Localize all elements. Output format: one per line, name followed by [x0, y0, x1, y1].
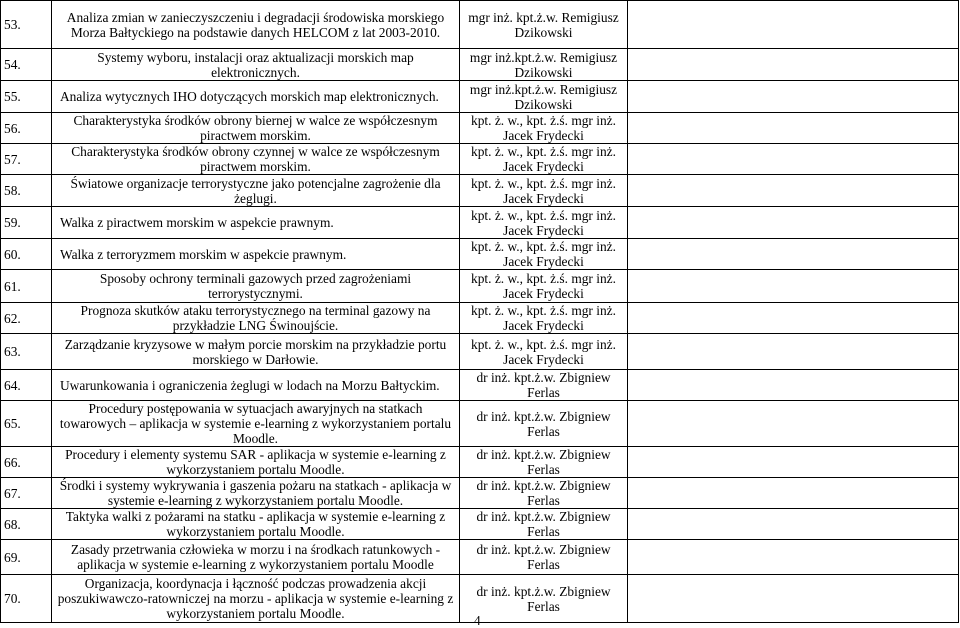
supervisor: mgr inż. kpt.ż.w. Remigiusz Dzikowski [460, 1, 628, 49]
empty-cell [628, 575, 959, 623]
thesis-title: Prognoza skutków ataku terrorystycznego na terminal gazowy na przykładzie LNG Świnoujście. [52, 303, 460, 334]
table-row [1, 270, 959, 303]
row-number: 57. [1, 144, 52, 175]
thesis-title: Systemy wyboru, instalacji oraz aktualizacji morskich map elektronicznych. [52, 49, 460, 81]
row-number: 69. [1, 540, 52, 575]
table-row [1, 478, 959, 509]
table-row [1, 239, 959, 270]
table-row [1, 540, 959, 575]
page-number: 4 [474, 613, 481, 628]
table-row [1, 447, 959, 478]
thesis-title: Charakterystyka środków obrony biernej w walce ze współczesnym piractwem morskim. [52, 113, 460, 144]
thesis-title: Taktyka walki z pożarami na statku - aplikacja w systemie e-learning z wykorzystaniem portalu Moodle. [52, 509, 460, 540]
supervisor: kpt. ż. w., kpt. ż.ś. mgr inż. Jacek Frydecki [460, 207, 628, 239]
row-number: 56. [1, 113, 52, 144]
supervisor: mgr inż.kpt.ż.w. Remigiusz Dzikowski [460, 49, 628, 81]
empty-cell [628, 447, 959, 478]
row-number: 53. [1, 1, 52, 49]
table-row [1, 370, 959, 401]
thesis-title: Sposoby ochrony terminali gazowych przed zagrożeniami terrorystycznymi. [52, 270, 460, 303]
table-row [1, 1, 959, 49]
empty-cell [628, 370, 959, 401]
supervisor: kpt. ż. w., kpt. ż.ś. mgr inż. Jacek Frydecki [460, 175, 628, 207]
table-row [1, 175, 959, 207]
row-number: 60. [1, 239, 52, 270]
row-number: 66. [1, 447, 52, 478]
thesis-title: Analiza zmian w zanieczyszczeniu i degradacji środowiska morskiego Morza Bałtyckiego na podstawie danych HELCOM z lat 2003-2010. [52, 1, 460, 49]
thesis-title: Walka z terroryzmem morskim w aspekcie prawnym. [52, 239, 460, 270]
row-number: 64. [1, 370, 52, 401]
thesis-title: Procedury postępowania w sytuacjach awaryjnych na statkach towarowych – aplikacja w systemie e-learning z wykorzystaniem portalu Moodle. [52, 401, 460, 447]
supervisor: kpt. ż. w., kpt. ż.ś. mgr inż. Jacek Frydecki [460, 303, 628, 334]
empty-cell [628, 81, 959, 113]
supervisor: dr inż. kpt.ż.w. Zbigniew Ferlas [460, 575, 628, 623]
empty-cell [628, 207, 959, 239]
row-number: 61. [1, 270, 52, 303]
row-number: 67. [1, 478, 52, 509]
table-row [1, 49, 959, 81]
row-number: 62. [1, 303, 52, 334]
empty-cell [628, 540, 959, 575]
empty-cell [628, 144, 959, 175]
thesis-title: Analiza wytycznych IHO dotyczących morskich map elektronicznych. [52, 81, 460, 113]
row-number: 55. [1, 81, 52, 113]
empty-cell [628, 478, 959, 509]
supervisor: dr inż. kpt.ż.w. Zbigniew Ferlas [460, 478, 628, 509]
table-row [1, 509, 959, 540]
table-row [1, 334, 959, 370]
thesis-title: Środki i systemy wykrywania i gaszenia pożaru na statkach - aplikacja w systemie e-learning z wykorzystaniem portalu Moodle. [52, 478, 460, 509]
supervisor: kpt. ż. w., kpt. ż.ś. mgr inż. Jacek Frydecki [460, 239, 628, 270]
supervisor: dr inż. kpt.ż.w. Zbigniew Ferlas [460, 370, 628, 401]
table-body [1, 1, 959, 623]
empty-cell [628, 334, 959, 370]
table-row [1, 207, 959, 239]
empty-cell [628, 239, 959, 270]
empty-cell [628, 113, 959, 144]
thesis-title: Zarządzanie kryzysowe w małym porcie morskim na przykładzie portu morskiego w Darłowie. [52, 334, 460, 370]
supervisor: kpt. ż. w., kpt. ż.ś. mgr inż. Jacek Frydecki [460, 113, 628, 144]
supervisor: kpt. ż. w., kpt. ż.ś. mgr inż. Jacek Frydecki [460, 144, 628, 175]
supervisor: kpt. ż. w., kpt. ż.ś. mgr inż. Jacek Frydecki [460, 270, 628, 303]
thesis-title: Walka z piractwem morskim w aspekcie prawnym. [52, 207, 460, 239]
supervisor: mgr inż.kpt.ż.w. Remigiusz Dzikowski [460, 81, 628, 113]
thesis-title: Organizacja, koordynacja i łączność podczas prowadzenia akcji poszukiwawczo-ratowniczej na morzu - aplikacja w systemie e-learning z wykorzystaniem portalu Moodle. [52, 575, 460, 623]
empty-cell [628, 49, 959, 81]
empty-cell [628, 270, 959, 303]
table-row [1, 401, 959, 447]
table-row [1, 81, 959, 113]
thesis-title: Charakterystyka środków obrony czynnej w walce ze współczesnym piractwem morskim. [52, 144, 460, 175]
row-number: 63. [1, 334, 52, 370]
supervisor: dr inż. kpt.ż.w. Zbigniew Ferlas [460, 509, 628, 540]
row-number: 70. [1, 575, 52, 623]
row-number: 65. [1, 401, 52, 447]
supervisor: dr inż. kpt.ż.w. Zbigniew Ferlas [460, 447, 628, 478]
thesis-title: Światowe organizacje terrorystyczne jako potencjalne zagrożenie dla żeglugi. [52, 175, 460, 207]
empty-cell [628, 401, 959, 447]
thesis-title: Uwarunkowania i ograniczenia żeglugi w lodach na Morzu Bałtyckim. [52, 370, 460, 401]
empty-cell [628, 509, 959, 540]
row-number: 58. [1, 175, 52, 207]
row-number: 54. [1, 49, 52, 81]
thesis-title: Zasady przetrwania człowieka w morzu i na środkach ratunkowych - aplikacja w systemie e-learning z wykorzystaniem portalu Moodle [52, 540, 460, 575]
table-row [1, 144, 959, 175]
table-row [1, 303, 959, 334]
table-row [1, 113, 959, 144]
thesis-title: Procedury i elementy systemu SAR - aplikacja w systemie e-learning z wykorzystaniem portalu Moodle. [52, 447, 460, 478]
supervisor: dr inż. kpt.ż.w. Zbigniew Ferlas [460, 401, 628, 447]
row-number: 59. [1, 207, 52, 239]
supervisor: kpt. ż. w., kpt. ż.ś. mgr inż. Jacek Frydecki [460, 334, 628, 370]
empty-cell [628, 175, 959, 207]
empty-cell [628, 1, 959, 49]
row-number: 68. [1, 509, 52, 540]
supervisor: dr inż. kpt.ż.w. Zbigniew Ferlas [460, 540, 628, 575]
empty-cell [628, 303, 959, 334]
